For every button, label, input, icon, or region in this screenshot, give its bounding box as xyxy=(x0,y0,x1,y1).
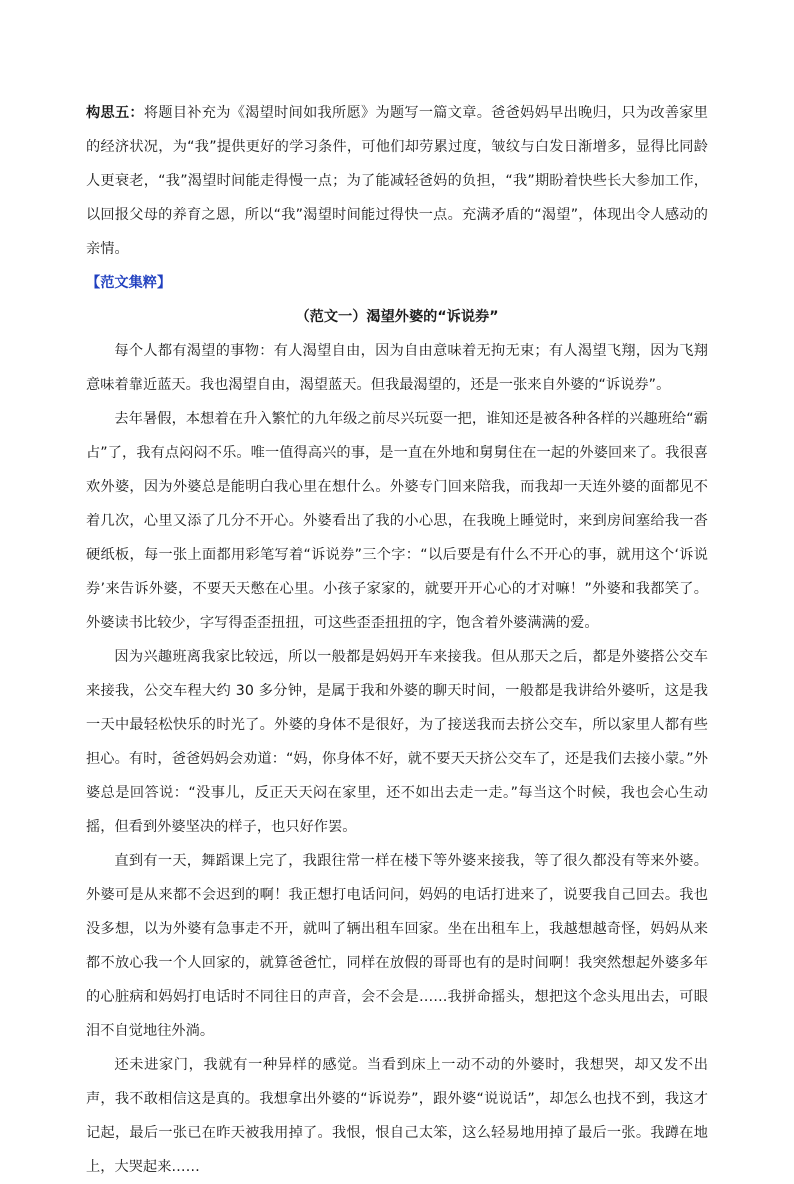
essay-paragraph-3: 因为兴趣班离我家比较远，所以一般都是妈妈开车来接我。但从那天之后，都是外婆搭公交车来接我，公交车程大约 30 多分钟，是属于我和外婆的聊天时间，一般都是我讲给外婆听，这是我一天中最轻松快乐的时光了。外婆的身体不是很好，为了接送我而去挤公交车，所以家里人都有些担心。有时，爸爸妈妈会劝道：“妈，你身体不好，就不要天天挤公交车了，还是我们去接小蒙。”外婆总是回答说：“没事儿，反正天天闷在家里，还不如出去走一走。”每当这个时候，我也会心生动摇，但看到外婆坚决的样子，也只好作罢。 xyxy=(86,649,708,835)
essay-title: （范文一）渴望外婆的“诉说券” xyxy=(295,309,499,325)
essay-paragraph-5: 还未进家门，我就有一种异样的感觉。当看到床上一动不动的外婆时，我想哭，却又发不出声，我不敢相信这是真的。我想拿出外婆的“诉说券”，跟外婆“说说话”，却怎么也找不到，我这才记起，最后一张已在昨天被我用掉了。我恨，恨自己太笨，这么轻易地用掉了最后一张。我蹲在地上，大哭起来…… xyxy=(86,1057,708,1175)
concept-label: 构思五： xyxy=(86,105,144,121)
section-label: 【范文集粹】 xyxy=(86,275,172,291)
essay-paragraph-4: 直到有一天，舞蹈课上完了，我跟往常一样在楼下等外婆来接我，等了很久都没有等来外婆。外婆可是从来都不会迟到的啊！我正想打电话问问，妈妈的电话打进来了，说要我自己回去。我也没多想，以为外婆有急事走不开，就叫了辆出租车回家。坐在出租车上，我越想越奇怪，妈妈从来都不放心我一个人回家的，就算爸爸忙，同样在放假的哥哥也有的是时间啊！我突然想起外婆多年的心脏病和妈妈打电话时不同往日的声音，会不会是……我拼命摇头，想把这个念头甩出去，可眼泪不自觉地往外淌。 xyxy=(86,853,708,1039)
essay-paragraph-2: 去年暑假，本想着在升入繁忙的九年级之前尽兴玩耍一把，谁知还是被各种各样的兴趣班给“霸占”了，我有点闷闷不乐。唯一值得高兴的事，是一直在外地和舅舅住在一起的外婆回来了。我很喜欢外婆，因为外婆总是能明白我心里在想什么。外婆专门回来陪我，而我却一天连外婆的面都见不着几次，心里又添了几分不开心。外婆看出了我的小心思，在我晚上睡觉时，来到房间塞给我一沓硬纸板，每一张上面都用彩笔写着“诉说券”三个字：“以后要是有什么不开心的事，就用这个‘诉说券’来告诉外婆，不要天天憋在心里。小孩子家家的，就要开开心心的才对嘛！”外婆和我都笑了。外婆读书比较少，字写得歪歪扭扭，可这些歪歪扭扭的字，饱含着外婆满满的爱。 xyxy=(86,411,708,631)
concept-paragraph xyxy=(86,96,708,266)
essay-paragraph-1: 每个人都有渴望的事物：有人渴望自由，因为自由意味着无拘无束；有人渴望飞翔，因为飞翔意味着靠近蓝天。我也渴望自由，渴望蓝天。但我最渴望的，还是一张来自外婆的“诉说券”。 xyxy=(86,343,708,393)
concept-text: 将题目补充为《渴望时间如我所愿》为题写一篇文章。爸爸妈妈早出晚归，只为改善家里的经济状况，为“我”提供更好的学习条件，可他们却劳累过度，皱纹与白发日渐增多，显得比同龄人更衰老，“我”渴望时间能走得慢一点；为了能减轻爸妈的负担，“我”期盼着快些长大参加工作，以回报父母的养育之恩，所以“我”渴望时间能过得快一点。充满矛盾的“渴望”，体现出令人感动的亲情。 xyxy=(86,105,709,257)
